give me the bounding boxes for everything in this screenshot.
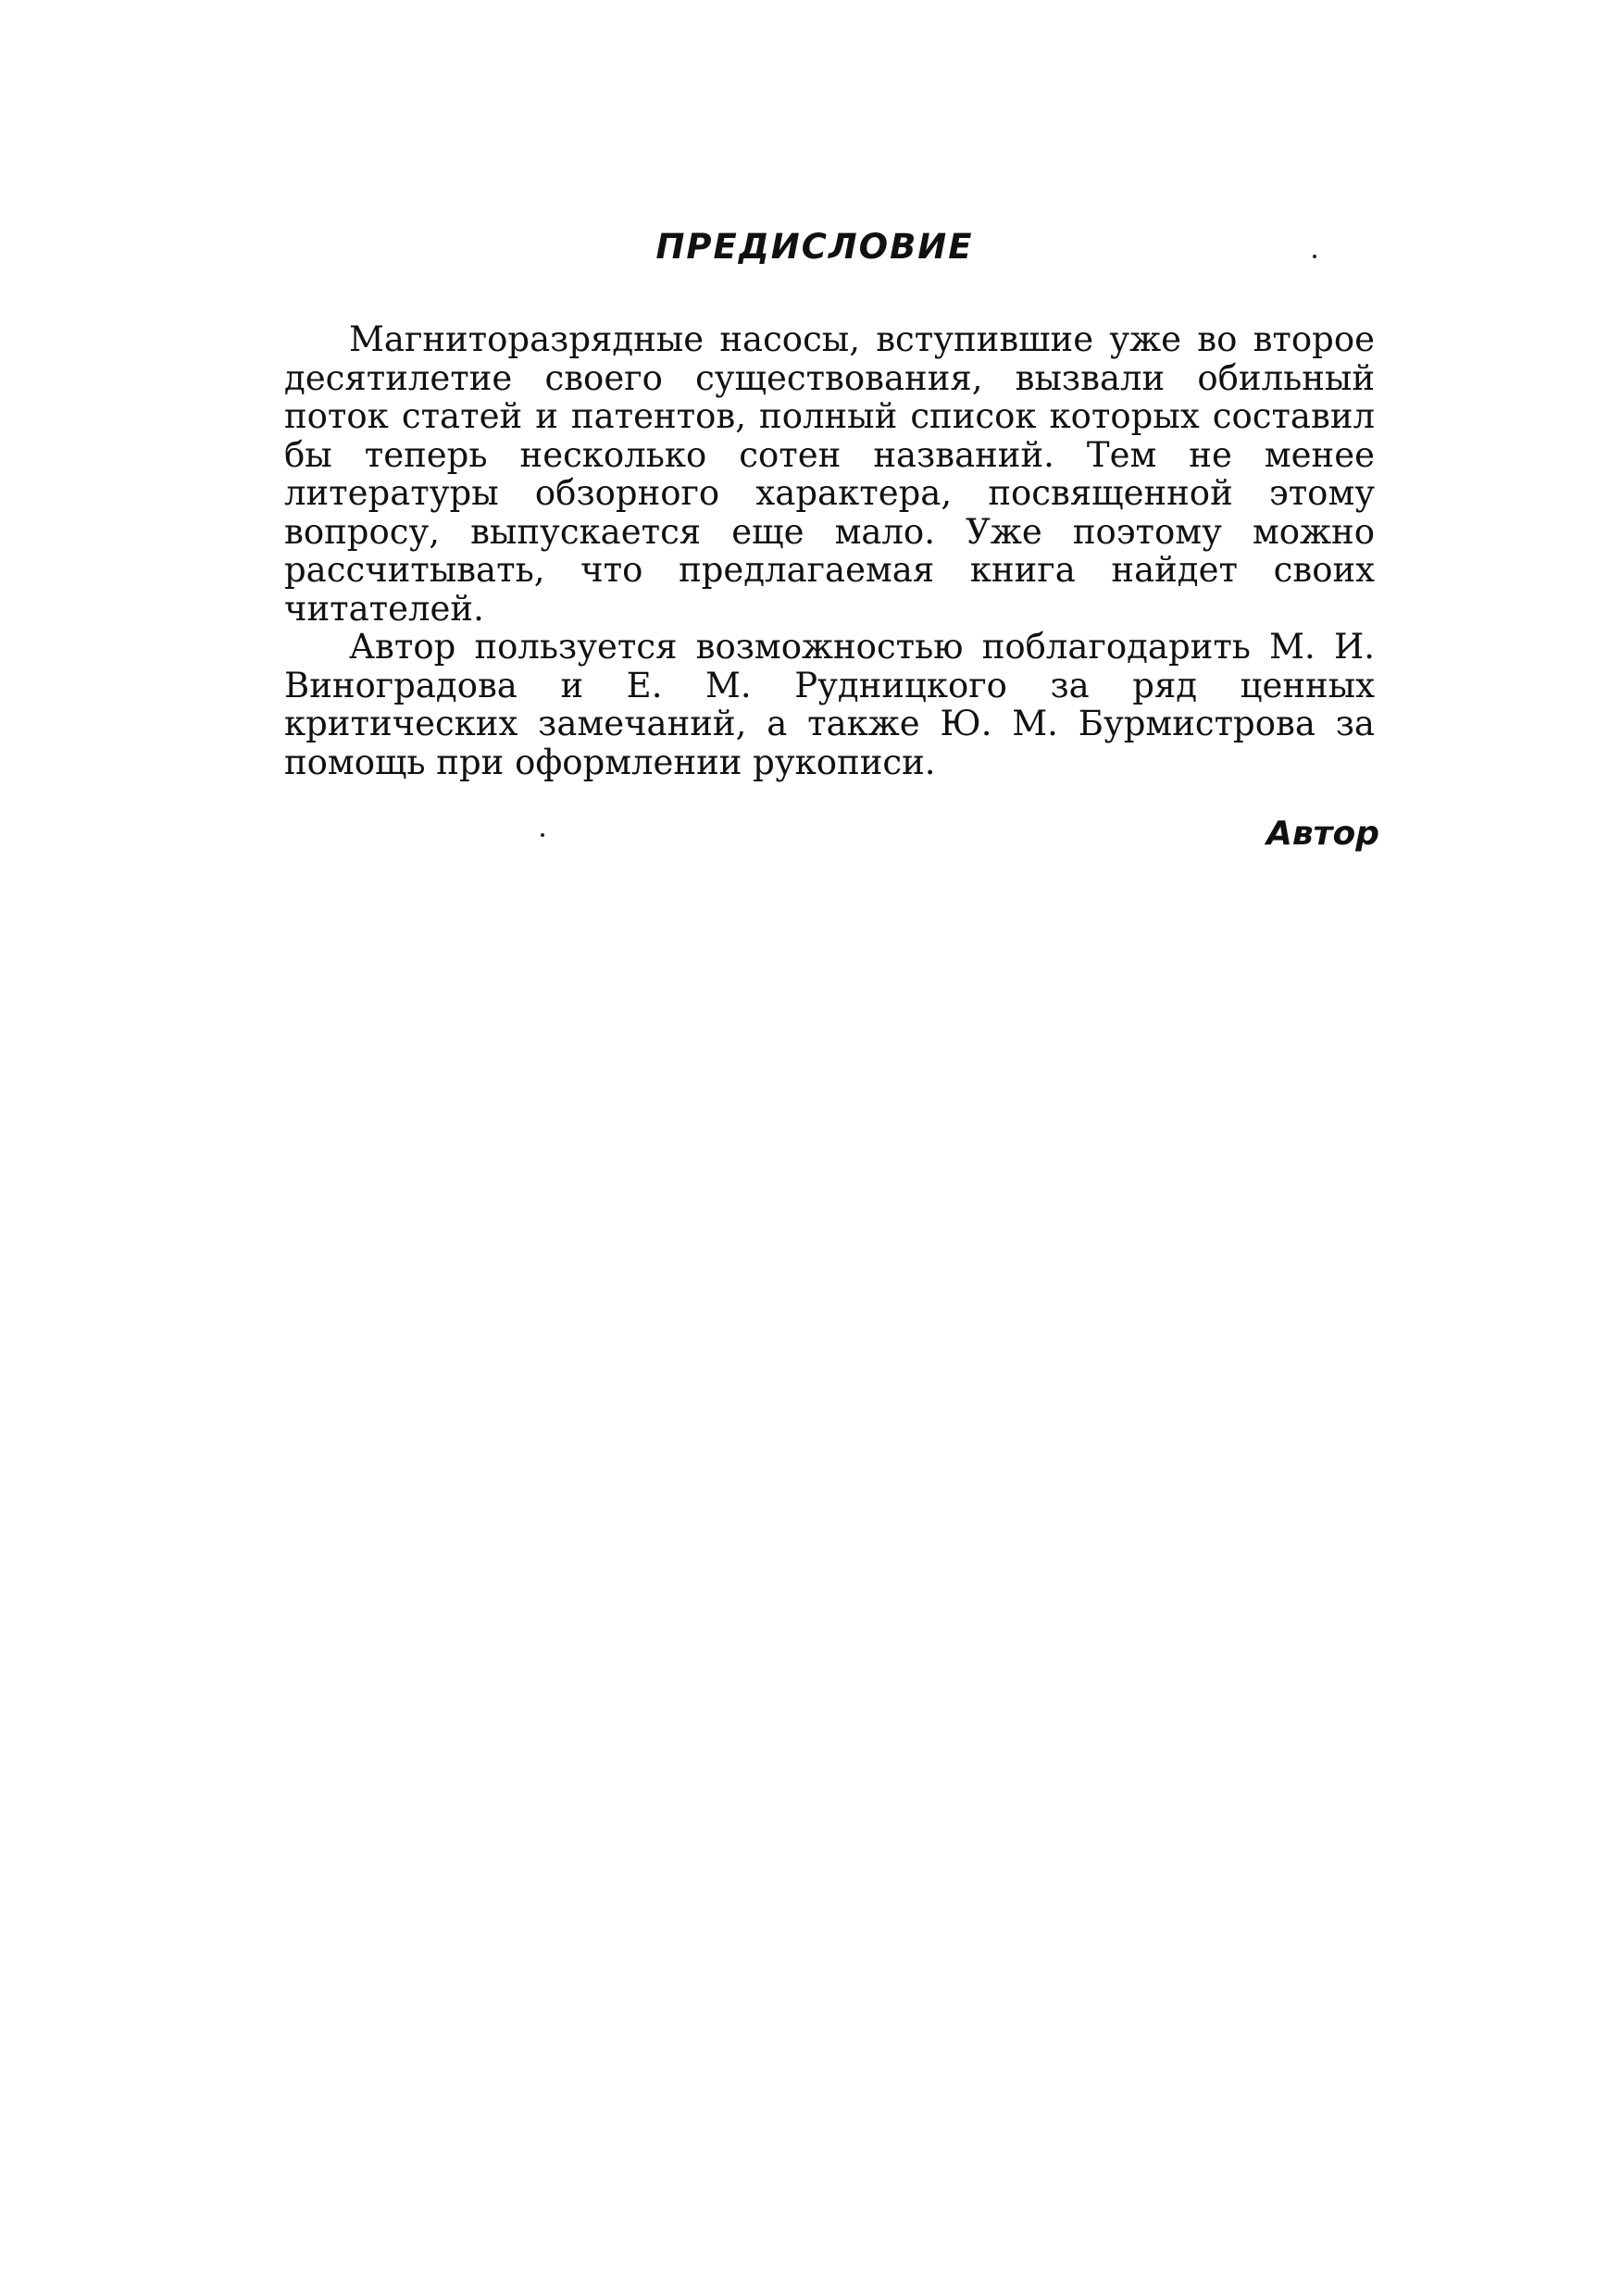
page-title: ПРЕДИСЛОВИЕ [655,227,974,267]
scan-speck [541,833,544,837]
author-signature: Автор [1266,815,1379,853]
preface-body [284,320,1375,781]
paragraph-1: Магниторазрядные насосы, вступившие уже во второе десятилетие своего существования, вызвали обильный поток статей и патентов, полный список которых составил бы теперь несколько сотен названий. Тем не менее литературы обзорного характера, посвященной этому вопросу, выпускается еще мало. Уже поэтому можно рассчитывать, что предлагаемая книга найдет своих читателей. [284,319,1375,629]
scan-speck [1313,255,1316,258]
paragraph-2: Автор пользуется возможностью поблагодарить М. И. Виноградова и Е. М. Рудницкого за ряд ценных критических замечаний, а также Ю. М. Бурмистрова за помощь при оформлении рукописи. [284,627,1375,782]
